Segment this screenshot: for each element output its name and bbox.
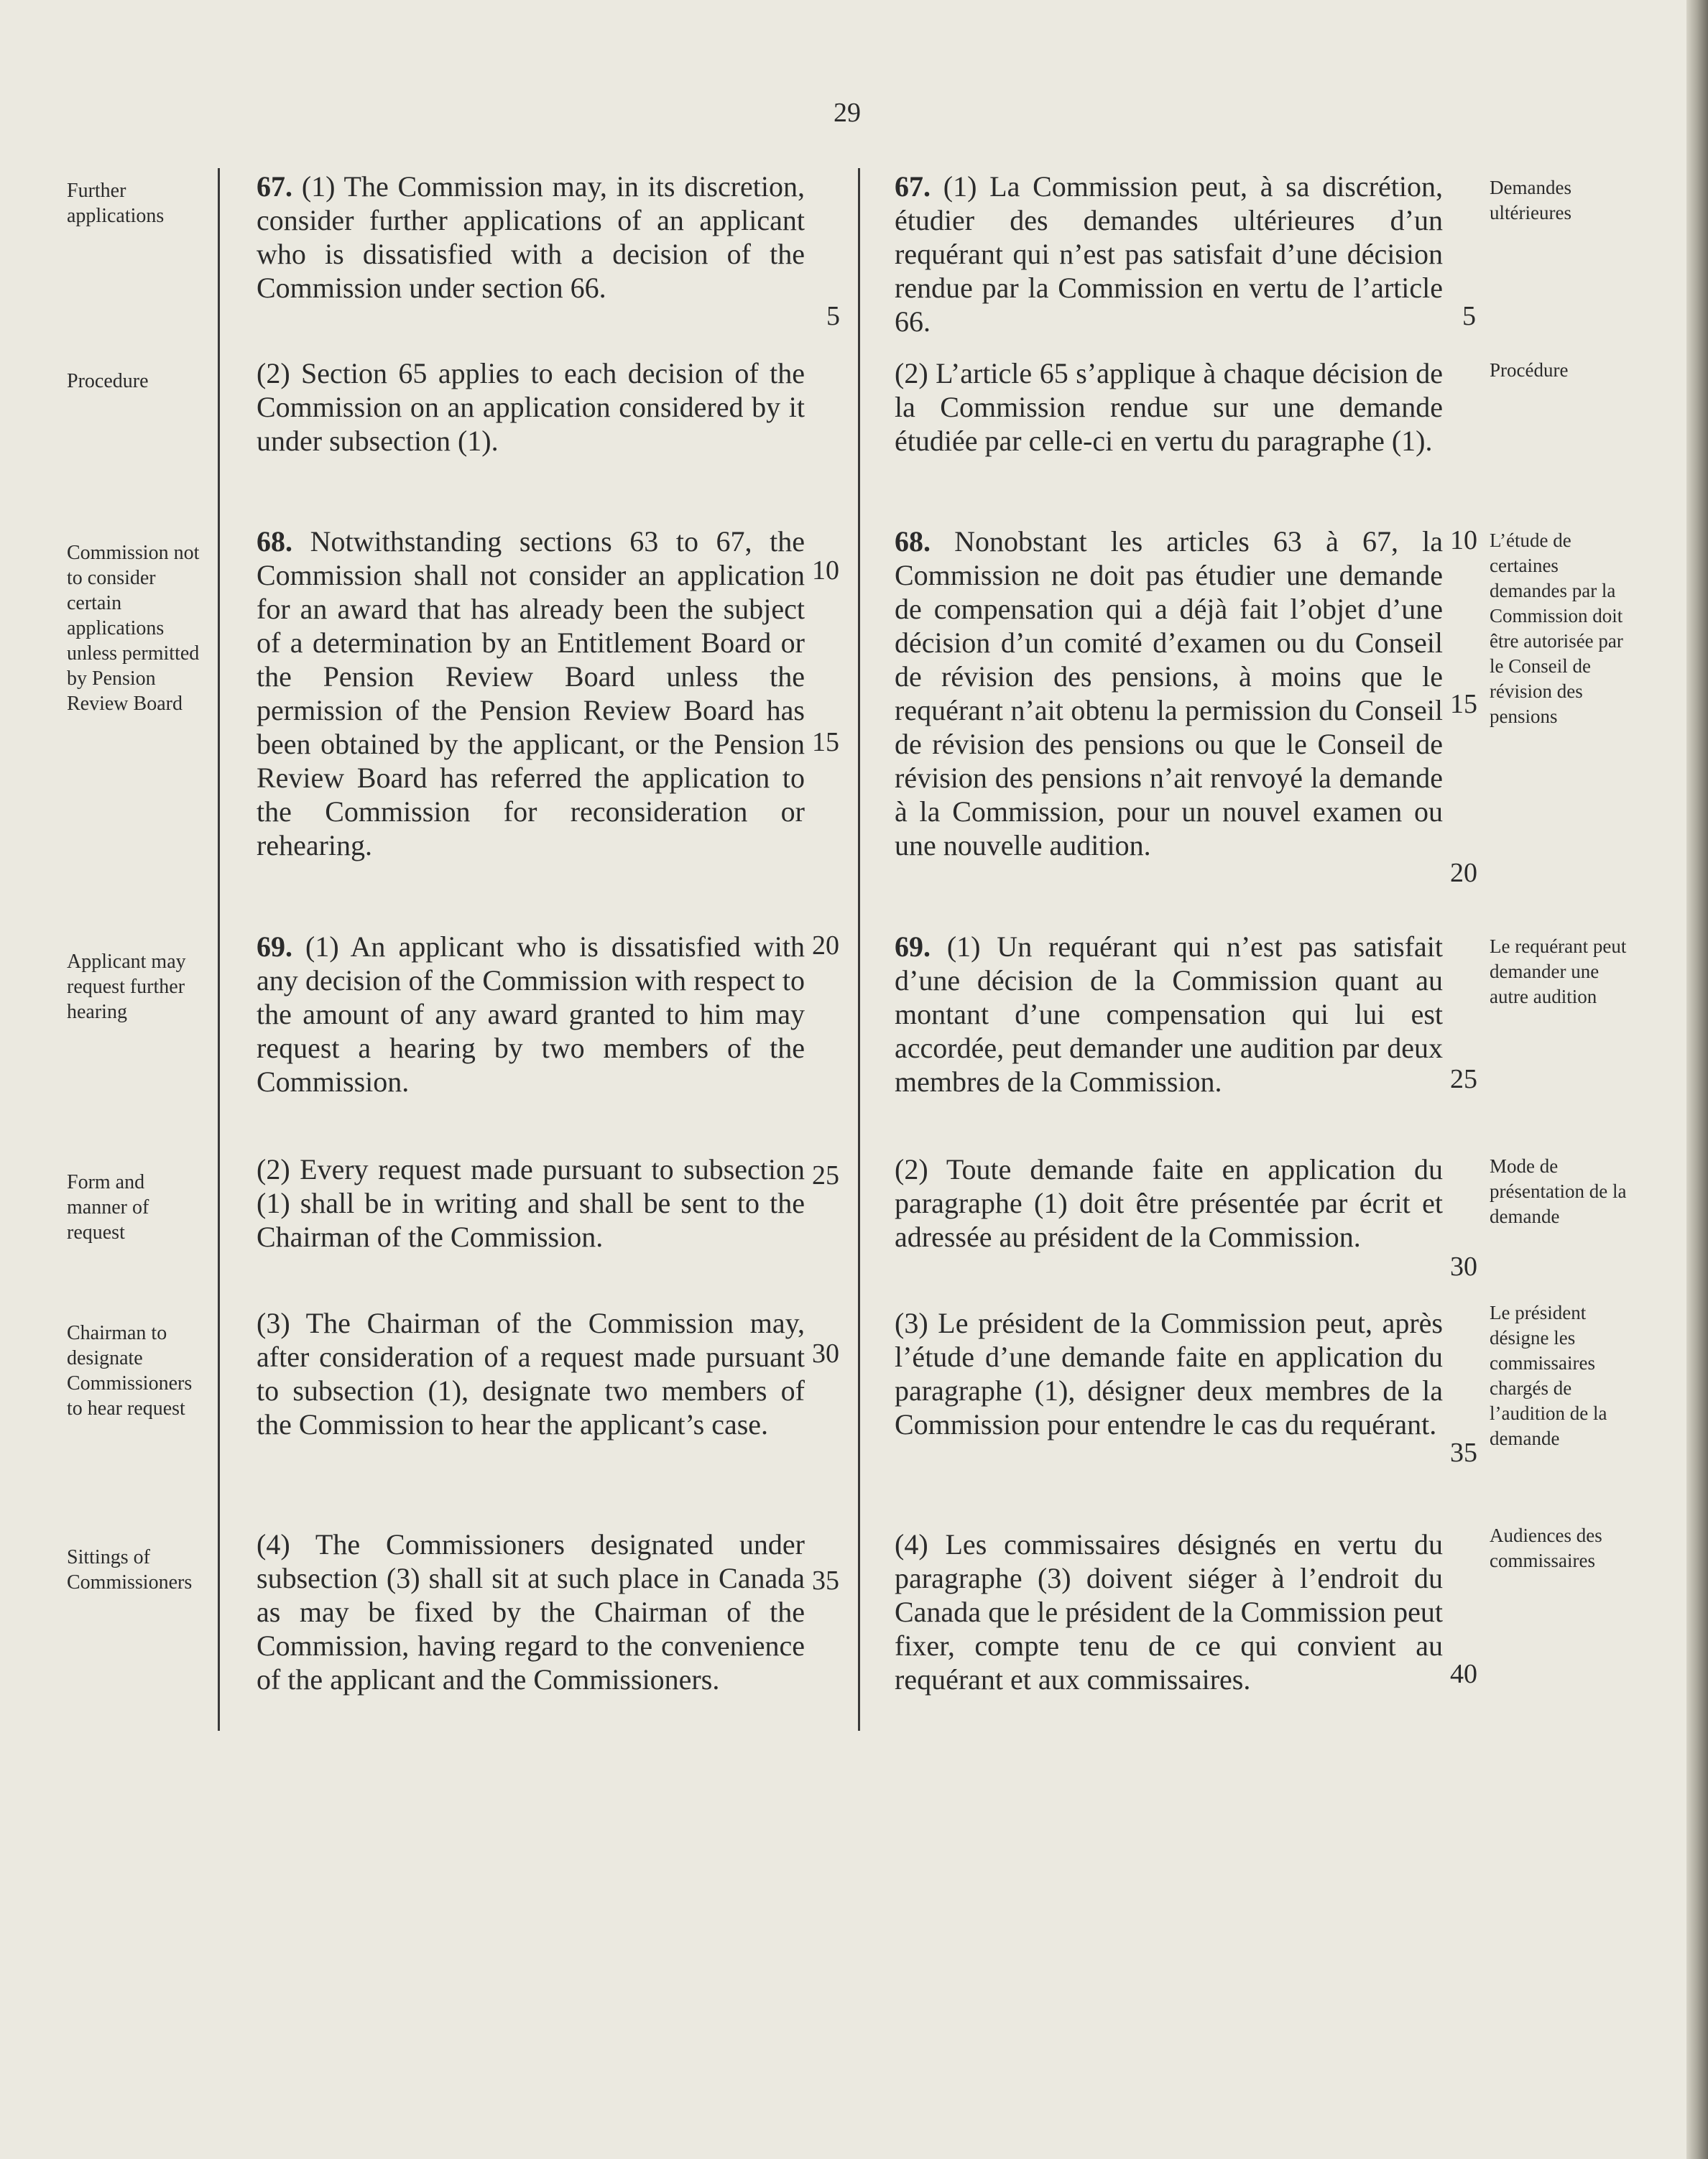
section-text: (2) L’article 65 s’applique à chaque décision de la Commission rendue sur une demande étudiée par celle-ci en vertu du paragraphe (1). xyxy=(895,357,1443,457)
en-section-69-1 xyxy=(257,930,805,1099)
en-note-applicant-may-request: Applicant may request further hearing xyxy=(67,951,186,1023)
fr-section-69-1 xyxy=(895,930,1443,1099)
section-number: 69. xyxy=(257,930,292,963)
fr-section-68 xyxy=(895,524,1443,862)
section-text: Nonobstant les articles 63 à 67, la Commission ne doit pas étudier une demande de compensation qui a déjà fait l’objet d’une décision d’un comité d’examen ou du Conseil de révision des pensions, à moins que le requérant n’ait obtenu la permission du Conseil de révision des pensions ou que le Conseil de révision des pensions n’ait renvoyé la demande à la Commission, pour un nouvel examen ou une nouvelle audition. xyxy=(895,525,1443,861)
fr-line-number: 40 xyxy=(1450,1659,1477,1689)
section-number: 69. xyxy=(895,930,931,963)
fr-line-number: 25 xyxy=(1450,1064,1477,1094)
en-section-68 xyxy=(257,524,805,862)
fr-section-69-3 xyxy=(895,1306,1443,1441)
fr-note-mode-de-presentation: Mode de présentation de la demande xyxy=(1490,1155,1627,1227)
fr-note-demandes-ulterieures: Demandes ultérieures xyxy=(1490,177,1571,223)
fr-section-69-4 xyxy=(895,1527,1443,1696)
section-text: (4) Les commissaires désignés en vertu du paragraphe (3) doivent siéger à l’endroit du Canada que le président de la Commission peut fixer, compte tenu de ce qui convient au requérant et aux commissaires. xyxy=(895,1528,1443,1696)
section-text: (2) Every request made pursuant to subsection (1) shall be in writing and shall be sent to the Chairman of the Commission. xyxy=(257,1153,805,1253)
en-line-number: 15 xyxy=(812,727,839,757)
en-line-number: 35 xyxy=(812,1566,839,1596)
section-number: 67. xyxy=(257,170,292,203)
en-line-number: 5 xyxy=(826,301,840,331)
section-number: 68. xyxy=(257,525,292,558)
section-text: (1) The Commission may, in its discretion, consider further applications of an applicant who is dissatisfied with a decision of the Commission under section 66. xyxy=(257,170,805,304)
page-binding-edge xyxy=(1686,0,1708,2159)
fr-line-number: 20 xyxy=(1450,858,1477,888)
en-section-67-1 xyxy=(257,170,805,305)
fr-line-number: 35 xyxy=(1450,1438,1477,1468)
en-section-69-2 xyxy=(257,1152,805,1254)
en-section-69-3 xyxy=(257,1306,805,1441)
section-text: (1) An applicant who is dissatisfied with any decision of the Commission with respect to the amount of any award granted to him may request a hearing by two members of the Commission. xyxy=(257,930,805,1098)
en-note-commission-not-to-consider: Commission not to consider certain applications unless permitted by Pension Review Board xyxy=(67,542,200,715)
section-text: (3) Le président de la Commission peut, après l’étude d’une demande faite en application du paragraphe (1), désigner deux membres de la Commission pour entendre le cas du requérant. xyxy=(895,1307,1443,1441)
fr-note-audiences: Audiences des commissaires xyxy=(1490,1525,1602,1571)
en-note-chairman-to-designate: Chairman to designate Commissioners to hear request xyxy=(67,1322,193,1420)
section-text: (1) Un requérant qui n’est pas satisfait d’une décision de la Commission quant au montant d’une compensation qui lui est accordée, peut demander une audition par deux membres de la Commission. xyxy=(895,930,1443,1098)
en-line-number: 20 xyxy=(812,930,839,961)
fr-section-67-1 xyxy=(895,170,1443,338)
section-text: (1) La Commission peut, à sa discrétion, étudier des demandes ultérieures d’un requérant qui n’est pas satisfait d’une décision rendue par la Commission en vertu de l’article 66. xyxy=(895,170,1443,338)
section-text: (2) Toute demande faite en application du paragraphe (1) doit être présentée par écrit et adressée au président de la Commission. xyxy=(895,1153,1443,1253)
section-number: 68. xyxy=(895,525,931,558)
fr-line-number: 30 xyxy=(1450,1252,1477,1282)
fr-section-69-2 xyxy=(895,1152,1443,1254)
en-note-form-and-manner: Form and manner of request xyxy=(67,1171,149,1244)
fr-line-number: 5 xyxy=(1462,301,1476,331)
en-line-number: 30 xyxy=(812,1339,839,1369)
en-section-69-4 xyxy=(257,1527,805,1696)
en-note-further-applications: Further applications xyxy=(67,180,165,227)
section-text: (4) The Commissioners designated under subsection (3) shall sit at such place in Canada as may be fixed by the Chairman of the Commission, having regard to the convenience of the applicant and the Commissioners. xyxy=(257,1528,805,1696)
fr-note-le-requerant-peut: Le requérant peut demander une autre audition xyxy=(1490,935,1627,1007)
section-text: Notwithstanding sections 63 to 67, the Commission shall not consider an application for an award that has already been the subject of a determination by an Entitlement Board or the Pension Review Board unless the permission of the Pension Review Board has been obtained by the applicant, or the Pension Review Board has referred the application to the Commission for reconsideration or rehearing. xyxy=(257,525,805,861)
fr-note-le-president-designe: Le président désigne les commissaires chargés de l’audition de la demande xyxy=(1490,1302,1607,1449)
center-column-rule xyxy=(858,168,860,1731)
left-column-rule xyxy=(218,168,220,1731)
page-number: 29 xyxy=(834,98,861,128)
fr-note-letude-de-certaines: L’étude de certaines demandes par la Commission doit être autorisée par le Conseil de révision des pensions xyxy=(1490,530,1623,727)
en-note-procedure: Procedure xyxy=(67,370,149,392)
en-section-67-2 xyxy=(257,356,805,458)
fr-line-number: 15 xyxy=(1450,689,1477,719)
fr-section-67-2 xyxy=(895,356,1443,458)
en-line-number: 25 xyxy=(812,1160,839,1191)
section-number: 67. xyxy=(895,170,931,203)
section-text: (2) Section 65 applies to each decision of the Commission on an application considered by it under subsection (1). xyxy=(257,357,805,457)
section-text: (3) The Chairman of the Commission may, after consideration of a request made pursuant to subsection (1), designate two members of the Commission to hear the applicant’s case. xyxy=(257,1307,805,1441)
en-line-number: 10 xyxy=(812,555,839,586)
fr-line-number: 10 xyxy=(1450,525,1477,555)
en-note-sittings: Sittings of Commissioners xyxy=(67,1546,193,1594)
fr-note-procedure: Procédure xyxy=(1490,359,1569,381)
